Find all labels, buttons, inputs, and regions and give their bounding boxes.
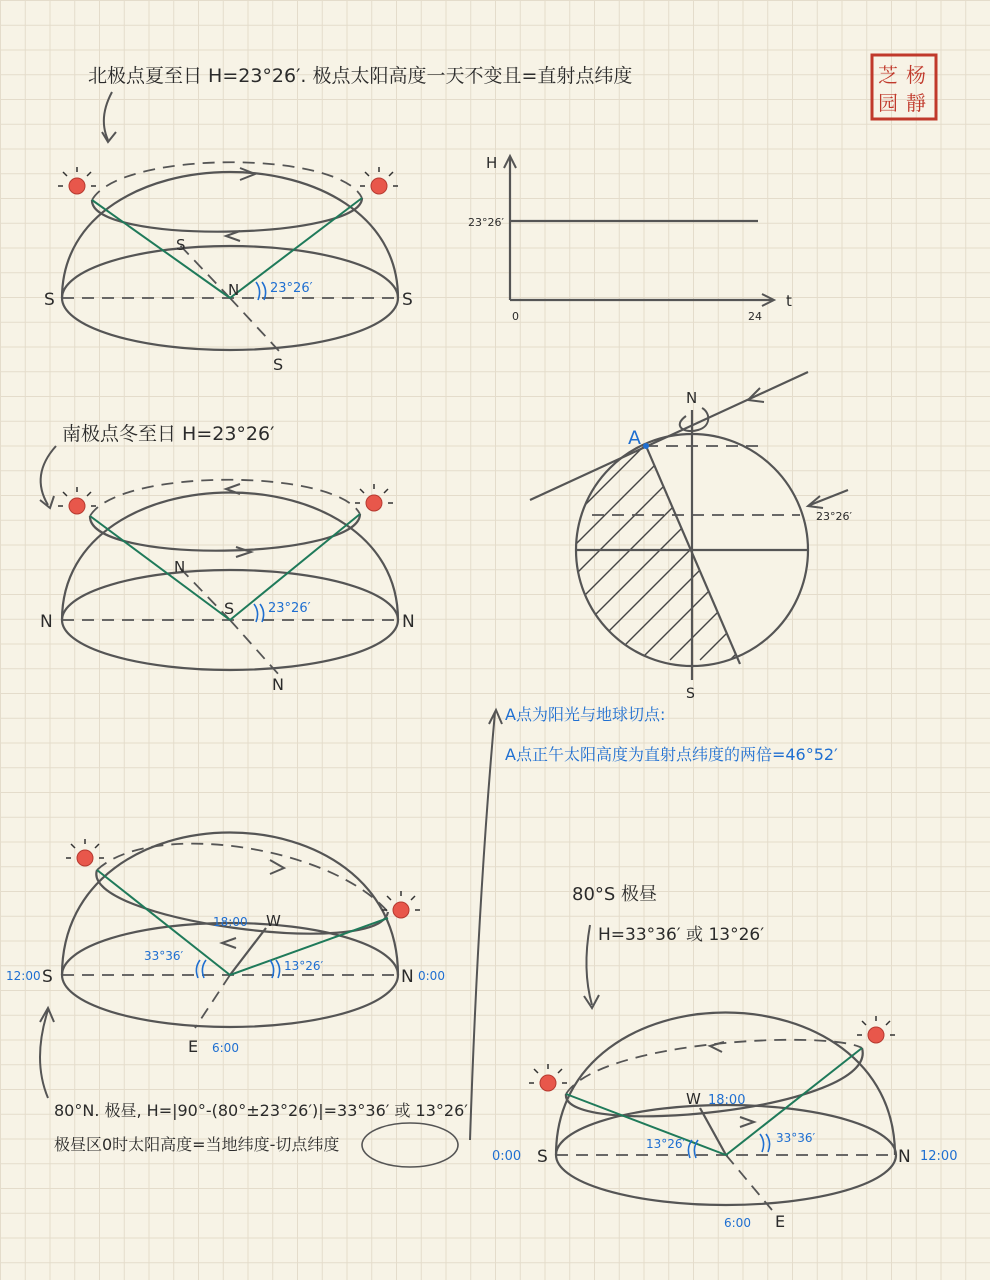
origin-label: 0 xyxy=(512,310,519,323)
west-line xyxy=(700,1108,726,1155)
meridian-back xyxy=(178,566,230,620)
label-s-bottom: S xyxy=(273,355,284,374)
panel4-title: 80°S 极昼 xyxy=(572,884,658,905)
sun-icon xyxy=(857,1016,895,1043)
label-s-right: S xyxy=(402,290,413,310)
east-line xyxy=(726,1155,772,1210)
sunlight-ray xyxy=(810,490,848,505)
label-s: S xyxy=(42,967,53,987)
panel1-heading: 北极点夏至日 H=23°26′. 极点太阳高度一天不变且=直射点纬度 xyxy=(88,65,633,87)
label-s-left: S xyxy=(44,290,55,310)
time-s: 0:00 xyxy=(492,1149,522,1164)
sun-icon xyxy=(58,487,96,514)
sun-icon xyxy=(360,167,398,194)
time-n: 0:00 xyxy=(418,969,445,983)
path-arrow xyxy=(710,1042,724,1052)
value-tick-label: 23°26′ xyxy=(468,216,504,229)
seal-char-2: 靜 xyxy=(906,91,926,115)
label-point-a: A xyxy=(628,427,641,449)
time-n: 12:00 xyxy=(920,1149,958,1164)
label-south: S xyxy=(686,686,695,702)
point-a-marker xyxy=(643,443,649,449)
angle-arc xyxy=(196,960,200,978)
panel-south-pole-winter xyxy=(40,422,415,694)
highlight-circle xyxy=(362,1123,458,1167)
pointer-arrow xyxy=(40,1010,48,1098)
panel4-subtitle: H=33°36′ 或 13°26′ xyxy=(598,925,765,945)
path-arrow xyxy=(270,860,284,874)
angle-right: 13°26′ xyxy=(284,959,324,973)
path-arrow xyxy=(240,168,255,180)
angle-label: 23°26′ xyxy=(268,601,311,616)
sun-icon xyxy=(58,167,96,194)
meridian-front xyxy=(230,298,280,352)
label-s: S xyxy=(537,1147,548,1167)
sun-ray xyxy=(92,200,230,298)
time-w: 18:00 xyxy=(213,915,248,929)
globe-note-2: A点正午太阳高度为直射点纬度的两倍=46°52′ xyxy=(505,745,838,764)
angle-arc xyxy=(766,1134,770,1152)
east-line xyxy=(195,975,230,1028)
angle-label: 23°26′ xyxy=(270,281,313,296)
altitude-time-graph xyxy=(468,154,792,323)
label-n-right: N xyxy=(402,612,415,632)
label-e: E xyxy=(188,1037,199,1056)
label-n: N xyxy=(401,967,414,987)
label-n-bottom: N xyxy=(272,675,284,694)
globe-note-1: A点为阳光与地球切点: xyxy=(505,705,666,724)
dome-outline xyxy=(62,833,398,976)
seal-char-4: 园 xyxy=(878,91,898,115)
panel-80s-polar-day xyxy=(492,883,957,1231)
x-axis-label: t xyxy=(786,292,792,310)
pointer-arrowhead xyxy=(102,132,116,142)
sun-ray xyxy=(90,516,230,620)
label-w: W xyxy=(686,1090,701,1108)
angle-arc xyxy=(254,604,258,622)
path-arrow xyxy=(236,547,251,557)
panel-north-pole-summer xyxy=(44,64,632,374)
y-axis-label: H xyxy=(486,154,498,172)
angle-arc xyxy=(760,1134,764,1152)
ray-angle-label: 23°26′ xyxy=(816,510,852,523)
sun-icon xyxy=(355,484,393,511)
label-center-n: N xyxy=(228,281,240,299)
label-n-left: N xyxy=(40,612,53,632)
path-arrow xyxy=(740,1117,754,1127)
label-w: W xyxy=(266,912,281,930)
angle-arc xyxy=(260,604,264,622)
label-n: N xyxy=(898,1147,911,1167)
sun-icon xyxy=(66,839,104,866)
meridian-front xyxy=(230,620,280,676)
label-e: E xyxy=(775,1212,786,1231)
panel3-note-1: 80°N. 极昼, H=|90°-(80°±23°26′)|=33°36′ 或 13°26′ xyxy=(54,1101,468,1120)
day-side-mask xyxy=(646,420,820,666)
panel2-heading: 南极点冬至日 H=23°26′ xyxy=(62,423,275,445)
angle-left: 13°26′ xyxy=(646,1137,686,1151)
angle-arc xyxy=(276,960,280,978)
time-e: 6:00 xyxy=(724,1216,751,1230)
seal-char-3: 芝 xyxy=(878,63,898,87)
red-seal xyxy=(872,55,936,119)
pointer-arrow xyxy=(104,92,112,140)
sun-path-back xyxy=(97,844,388,912)
path-arrow xyxy=(222,938,236,948)
time-e: 6:00 xyxy=(212,1041,239,1055)
sun-icon xyxy=(529,1064,567,1091)
label-n-mid: N xyxy=(174,558,186,576)
sun-path-front xyxy=(92,198,362,232)
label-north: N xyxy=(686,389,698,407)
x-end-label: 24 xyxy=(748,310,762,323)
label-center-s: S xyxy=(224,599,235,618)
dome-outline xyxy=(556,1013,895,1156)
panel-80n-polar-day xyxy=(6,833,468,1168)
angle-left: 33°36′ xyxy=(144,949,184,963)
panel3-note-2: 极昼区0时太阳高度=当地纬度-切点纬度 xyxy=(54,1135,340,1154)
time-s: 12:00 xyxy=(6,969,41,983)
angle-right: 33°36′ xyxy=(776,1131,816,1145)
label-s-mid: S xyxy=(176,236,186,254)
angle-arc xyxy=(256,282,260,300)
pointer-arrow xyxy=(586,925,592,1005)
connector-arrow xyxy=(470,712,495,1140)
seal-char-1: 杨 xyxy=(906,63,926,87)
time-w: 18:00 xyxy=(708,1093,746,1108)
